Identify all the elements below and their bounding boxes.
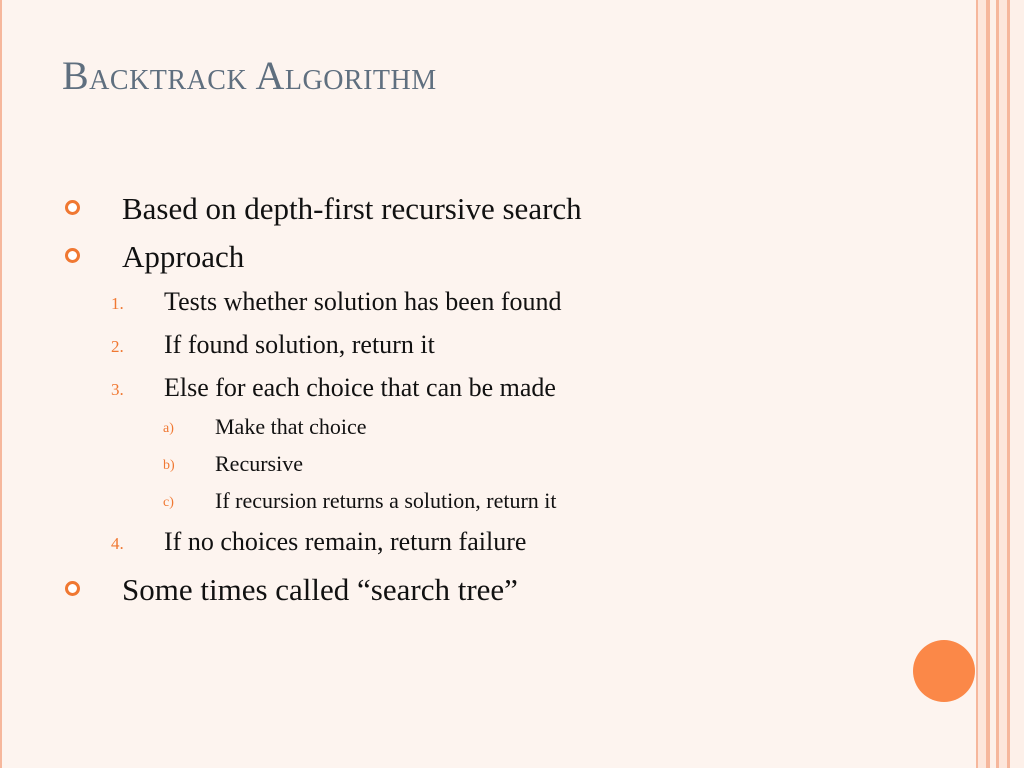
- lettered-substep: [163, 488, 557, 513]
- numbered-step: [111, 330, 435, 359]
- lettered-substep: [163, 414, 367, 439]
- substep-text: Recursive: [215, 451, 303, 476]
- ring-bullet-icon: [65, 200, 80, 215]
- numbered-step: [111, 373, 556, 402]
- substep-letter: a): [163, 421, 174, 436]
- step-number: 1.: [111, 294, 124, 313]
- bullet-text: Based on depth-first recursive search: [122, 191, 582, 226]
- bullet-item: [122, 241, 244, 272]
- bullet-item: [122, 193, 582, 224]
- border-stripe: [978, 0, 986, 768]
- orange-circle-icon: [913, 640, 975, 702]
- bullet-text: Approach: [122, 239, 245, 274]
- border-stripe: [1010, 0, 1024, 768]
- step-number: 2.: [111, 337, 124, 356]
- bullet-item: [122, 574, 518, 605]
- slide-title: Backtrack Algorithm: [62, 53, 437, 98]
- step-number: 4.: [111, 534, 124, 553]
- substep-letter: c): [163, 495, 174, 510]
- substep-letter: b): [163, 458, 175, 473]
- ring-bullet-icon: [65, 248, 80, 263]
- numbered-step: [111, 527, 527, 556]
- border-stripe: [999, 0, 1007, 768]
- step-text: If found solution, return it: [164, 330, 435, 359]
- step-text: Else for each choice that can be made: [164, 373, 556, 402]
- numbered-step: [111, 287, 562, 316]
- bullet-text: Some times called “search tree”: [122, 572, 518, 607]
- ring-bullet-icon: [65, 581, 80, 596]
- step-number: 3.: [111, 380, 124, 399]
- substep-text: Make that choice: [215, 414, 367, 439]
- step-text: Tests whether solution has been found: [164, 287, 562, 316]
- step-text: If no choices remain, return failure: [164, 527, 527, 556]
- substep-text: If recursion returns a solution, return it: [215, 488, 557, 513]
- lettered-substep: [163, 451, 303, 476]
